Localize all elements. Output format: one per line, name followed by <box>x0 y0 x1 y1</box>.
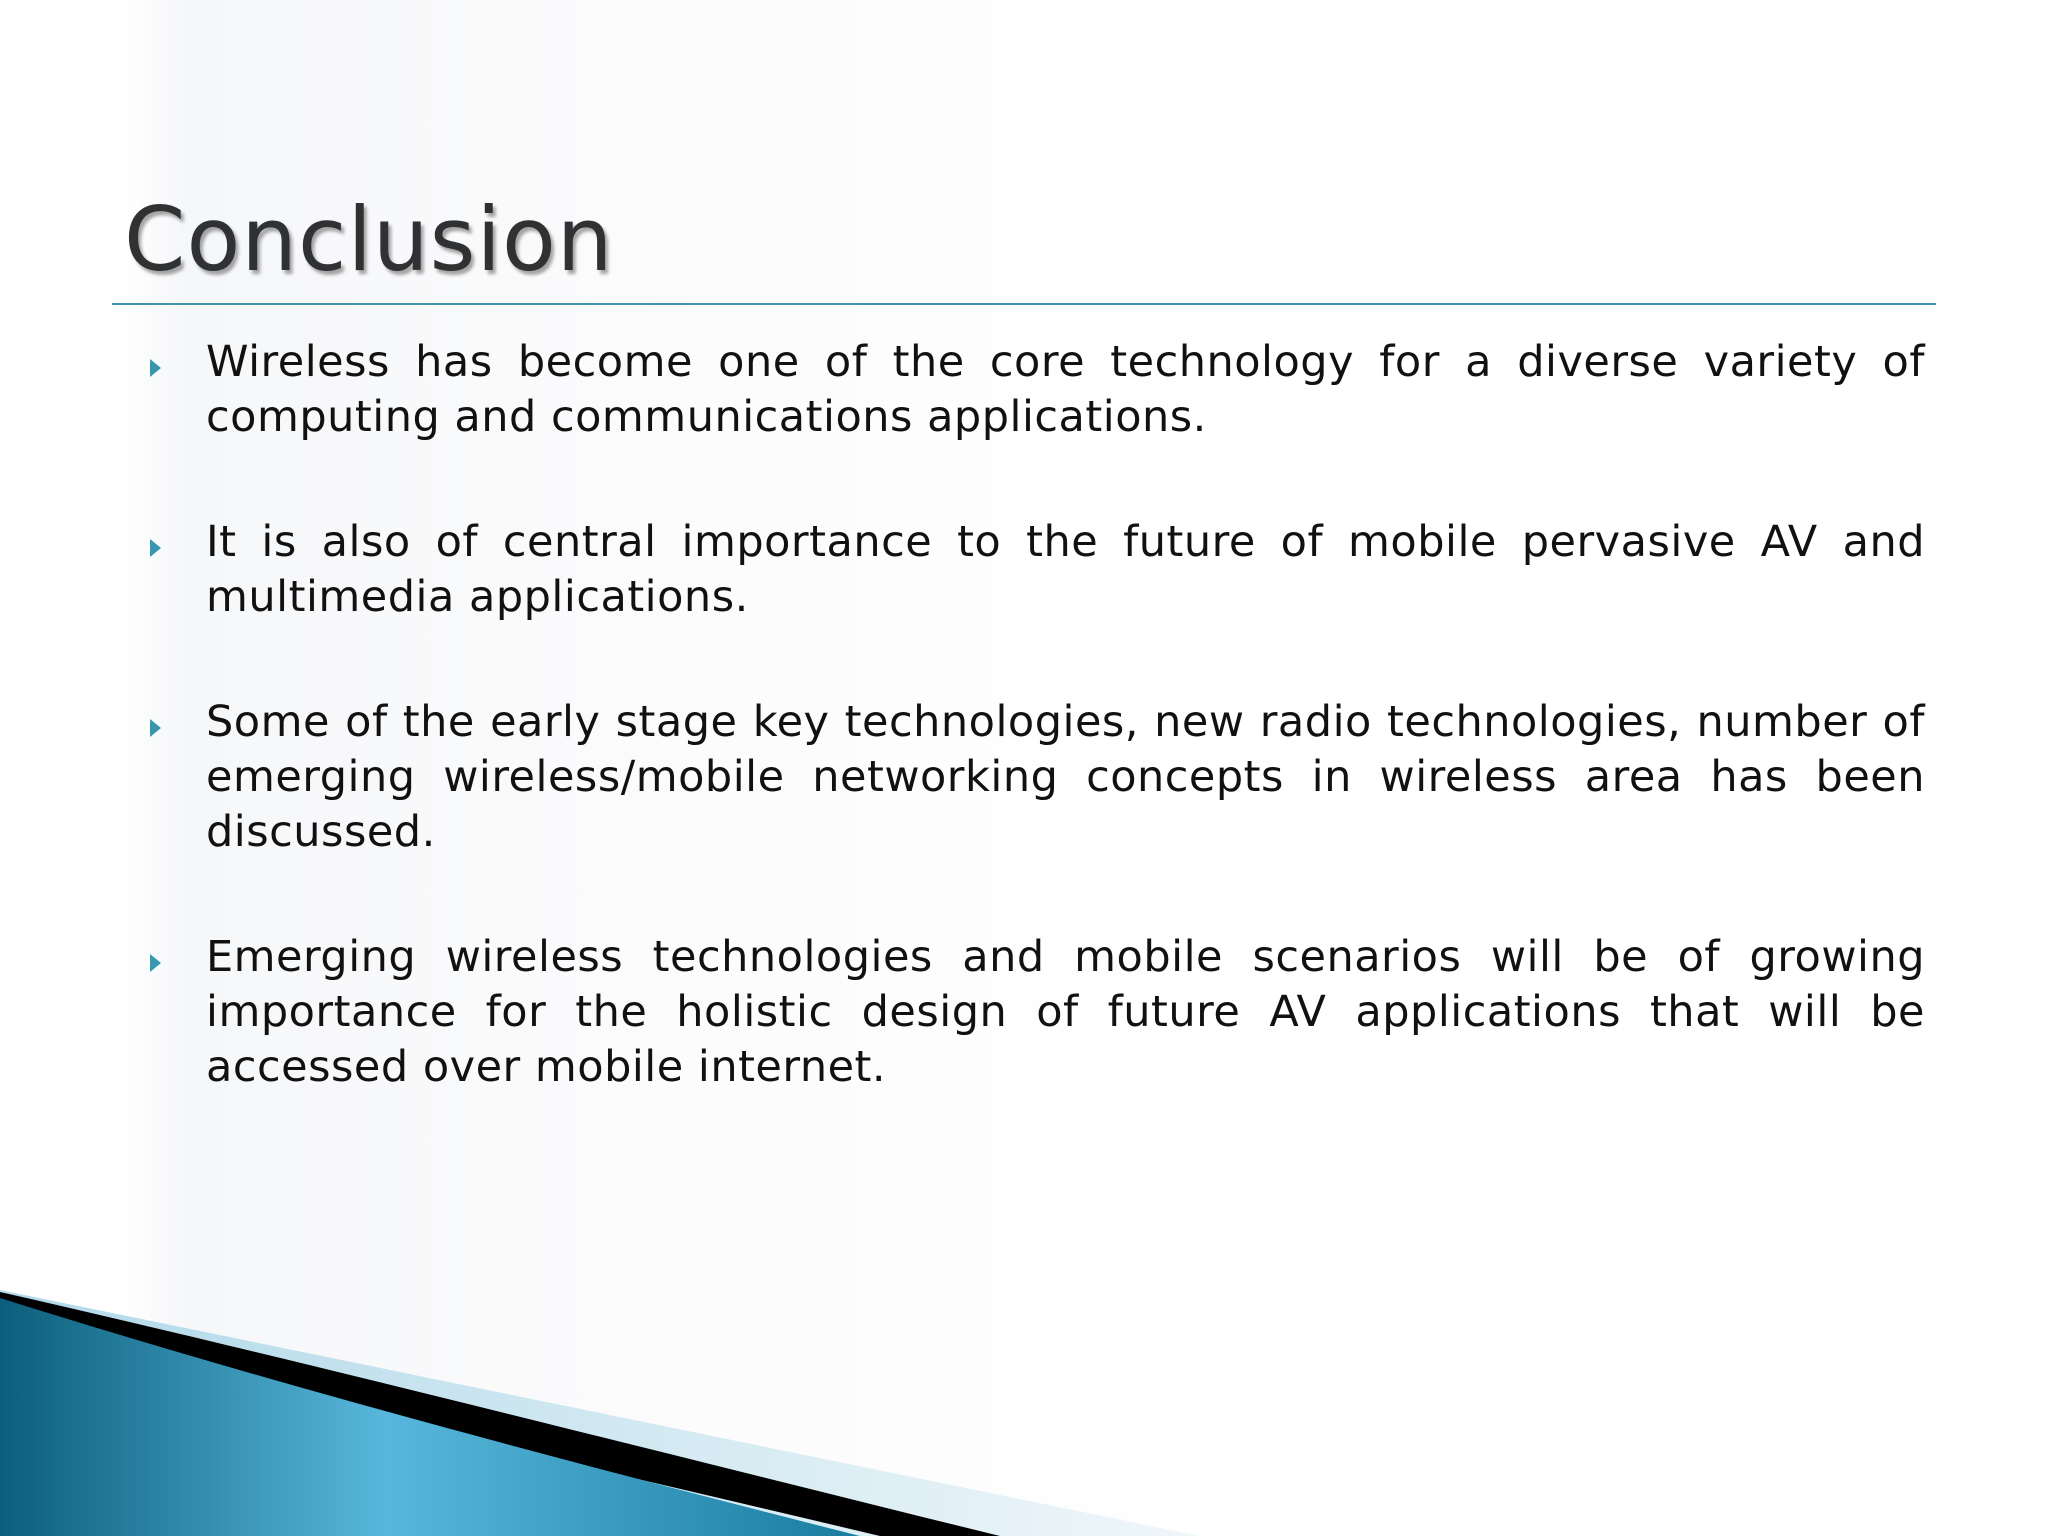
bullet-text: It is also of central importance to the future of mobile pervasive AV and multimedia applications. <box>206 517 1925 622</box>
bullet-text: Emerging wireless technologies and mobile scenarios will be of growing importance for the holistic design of future AV applications that will be accessed over mobile internet. <box>206 932 1925 1092</box>
bullet-text: Some of the early stage key technologies, new radio technologies, number of emerging wireless/mobile networking concepts in wireless area has been discussed. <box>206 697 1925 857</box>
bullet-text: Wireless has become one of the core technology for a diverse variety of computing and communications applications. <box>206 337 1925 442</box>
page-title: Conclusion <box>124 188 614 291</box>
